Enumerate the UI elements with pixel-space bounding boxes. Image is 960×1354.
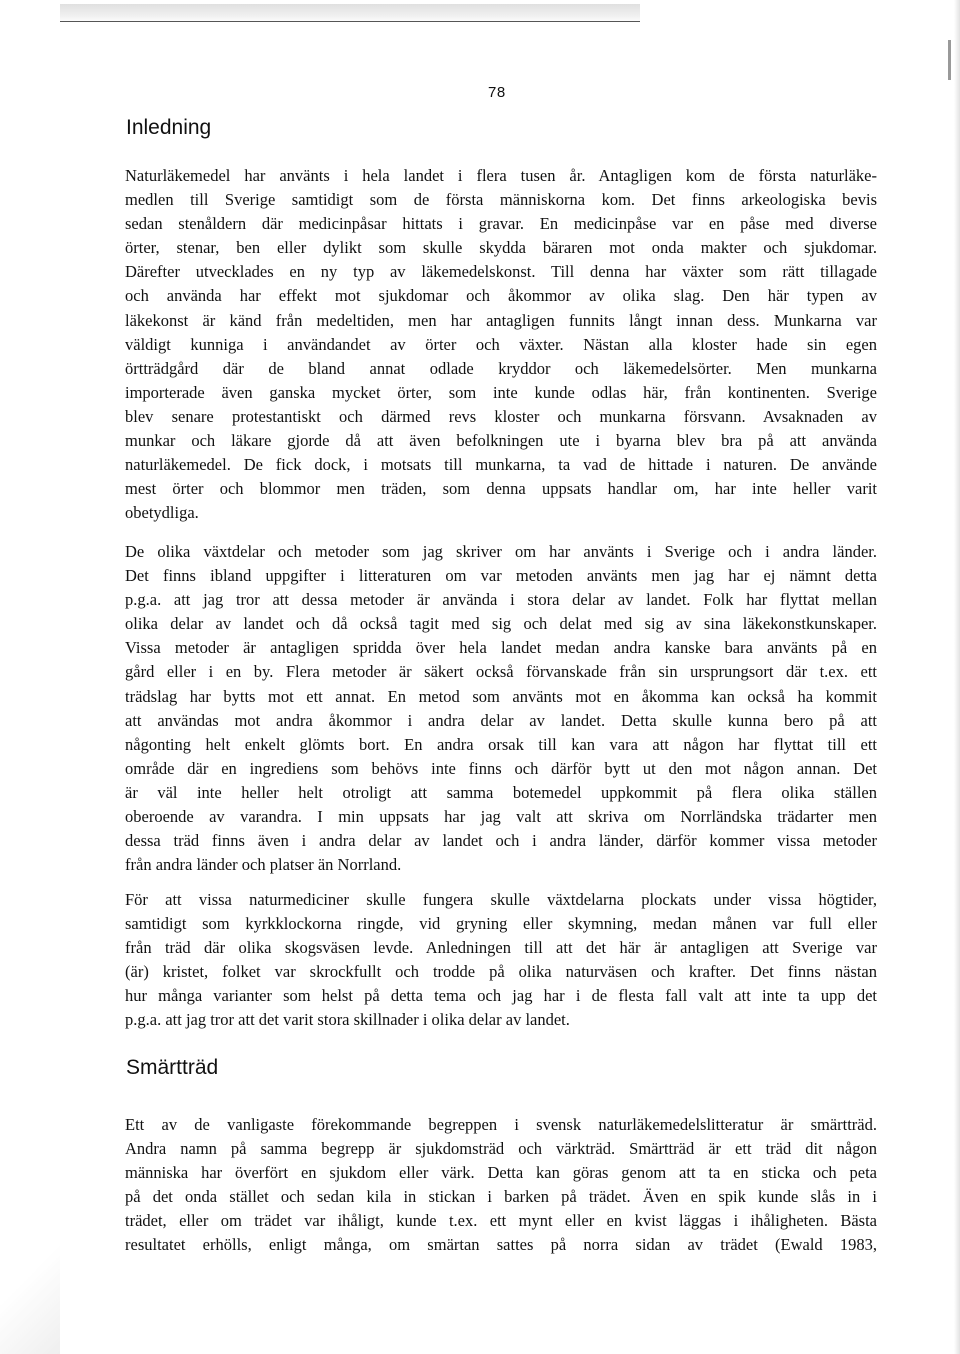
text-line: För att vissa naturmediciner skulle fungera skulle växtdelarna plockats under vissa högtider, bbox=[125, 890, 877, 909]
text-line: oberoende av varandra. I min uppsats har jag valt att skriva om Norrländska trädarter men bbox=[125, 807, 877, 827]
scan-shadow-top bbox=[60, 4, 640, 22]
text-line: mest örter och blommor men träden, som denna uppsats handlar om, har inte heller varit bbox=[125, 479, 877, 499]
paragraph bbox=[125, 540, 877, 877]
text-line: Naturläkemedel har använts i hela landet i flera tusen år. Antagligen kom de första naturläke- bbox=[125, 166, 877, 185]
text-line: importerade även ganska mycket örter, som inte kunde odlas här, från kontinenten. Sverige bbox=[125, 382, 877, 402]
page-number: 78 bbox=[488, 84, 506, 101]
text-line: Vissa metoder är antagligen spridda över hela landet medan andra kanske bara använts på en bbox=[125, 638, 877, 658]
text-line: olika delar av landet och då också tagit med sig och delat med sig av sina läkekonstkunskaper. bbox=[125, 614, 877, 634]
text-line: gård eller i en by. Flera metoder är säkert också förvanskade från sin ursprungsort där t.ex. ett bbox=[125, 662, 877, 682]
text-line: De olika växtdelar och metoder som jag skriver om har använts i Sverige och i andra länder. bbox=[125, 542, 877, 561]
text-line: Det finns ibland uppgifter i litteraturen om var metoden använts men jag har ej nämnt detta bbox=[125, 566, 877, 586]
text-line: naturläkemedel. De fick dock, i motsats till munkarna, ta vad de hittade i naturen. De använde bbox=[125, 455, 877, 475]
scan-mark-right bbox=[948, 40, 951, 80]
text-line: sedan stenåldern där medicinpåsar hittats i gravar. En medicinpåse var en påse med diverse bbox=[125, 214, 877, 234]
section-heading-inledning: Inledning bbox=[126, 116, 212, 139]
text-line: dessa träd finns även i andra delar av landet och i andra länder, därför kommer vissa metoder bbox=[125, 831, 877, 851]
text-line: på det onda stället och sedan kila in stickan i barken på trädet. Även en spik kunde slås in i bbox=[125, 1187, 877, 1207]
text-line: och använda har effekt mot sjukdomar och åkommor av olika slag. Den här typen av bbox=[125, 286, 877, 306]
text-line: är väl inte heller helt otroligt att samma botemedel uppkommit på flera olika ställen bbox=[125, 782, 877, 802]
text-line: samtidigt som kyrkklockorna ringde, vid gryning eller skymning, medan månen var full eller bbox=[125, 914, 877, 934]
text-line: någonting helt enkelt glömts bort. En andra orsak till kan vara att någon har flyttat till ett bbox=[125, 734, 877, 754]
text-line: munkar och läkare gjorde då att även befolkningen ute i byarna blev bra på att använda bbox=[125, 431, 877, 451]
text-line: resultatet erhölls, enligt många, om smärtan sattes på norra sidan av trädet (Ewald 1983, bbox=[125, 1235, 877, 1255]
text-line: (är) kristet, folket var skrockfullt och trodde på olika naturväsen och krafter. Det finns nästan bbox=[125, 962, 877, 982]
text-line: trädslag har bytts mot ett annat. En metod som använts mot en åkomma kan också ha kommit bbox=[125, 686, 877, 706]
scan-shadow-bottom-left bbox=[0, 1230, 60, 1354]
text-line: p.g.a. att jag tror att dessa metoder är använda i stora delar av landet. Folk har flyttat mellan bbox=[125, 590, 877, 610]
text-line: medlen till Sverige samtidigt som de första människorna kom. Det finns arkeologiska bevis bbox=[125, 190, 877, 210]
paragraph bbox=[125, 888, 877, 1033]
paragraph bbox=[125, 164, 877, 525]
text-line: väldigt kunniga i användandet av örter och växter. Nästan alla kloster hade sin egen bbox=[125, 334, 877, 354]
text-line: människa har överfört en sjukdom eller värk. Detta kan göras genom att ta en sticka och peta bbox=[125, 1163, 877, 1183]
section-heading-smarttrad: Smärtträd bbox=[126, 1056, 219, 1079]
text-line: område där en ingrediens som behövs inte finns och därför bytt ut den mot någon annan. Det bbox=[125, 758, 877, 778]
text-line: Därefter utvecklades en ny typ av läkemedelskonst. Till denna har växter som rätt tillagade bbox=[125, 262, 877, 282]
text-line: från andra länder och platser än Norrland. bbox=[125, 855, 402, 875]
text-line: att användas mot andra åkommor i andra delar av landet. Detta skulle kunna bero på att bbox=[125, 710, 877, 730]
text-line: örtträdgård där de bland annat odlade kryddor och läkemedelsörter. Men munkarna bbox=[125, 358, 877, 378]
paragraph bbox=[125, 1113, 877, 1258]
text-line: från träd där olika skogsväsen levde. Anledningen till att det här är antagligen att Sverige var bbox=[125, 938, 877, 958]
text-line: hur många varianter som helst på detta tema och jag har i de flesta fall valt att inte ta upp det bbox=[125, 986, 877, 1006]
text-line: blev senare protestantiskt och därmed revs kloster och munkarna försvann. Avsaknaden av bbox=[125, 406, 877, 426]
scan-shadow-right bbox=[954, 0, 960, 1354]
text-line: Ett av de vanligaste förekommande begreppen i svensk naturläkemedelslitteratur är smärtträd. bbox=[125, 1115, 877, 1134]
text-line: p.g.a. att jag tror att det varit stora skillnader i olika delar av landet. bbox=[125, 1010, 570, 1030]
text-line: trädet, eller om trädet var ihåligt, kunde t.ex. ett mynt eller en kvist läggas i ihåligheten. Bästa bbox=[125, 1211, 877, 1231]
text-line: örter, stenar, ben eller dylikt som skulle skydda bäraren mot onda makter och sjukdomar. bbox=[125, 238, 877, 258]
text-line: obetydliga. bbox=[125, 503, 199, 523]
text-line: Andra namn på samma begrepp är sjukdomsträd och värkträd. Smärtträd är ett träd dit någon bbox=[125, 1139, 877, 1159]
text-line: läkekonst är känd från medeltiden, men har antagligen funnits långt innan dess. Munkarna var bbox=[125, 310, 877, 330]
scan-edge-line bbox=[60, 21, 640, 22]
